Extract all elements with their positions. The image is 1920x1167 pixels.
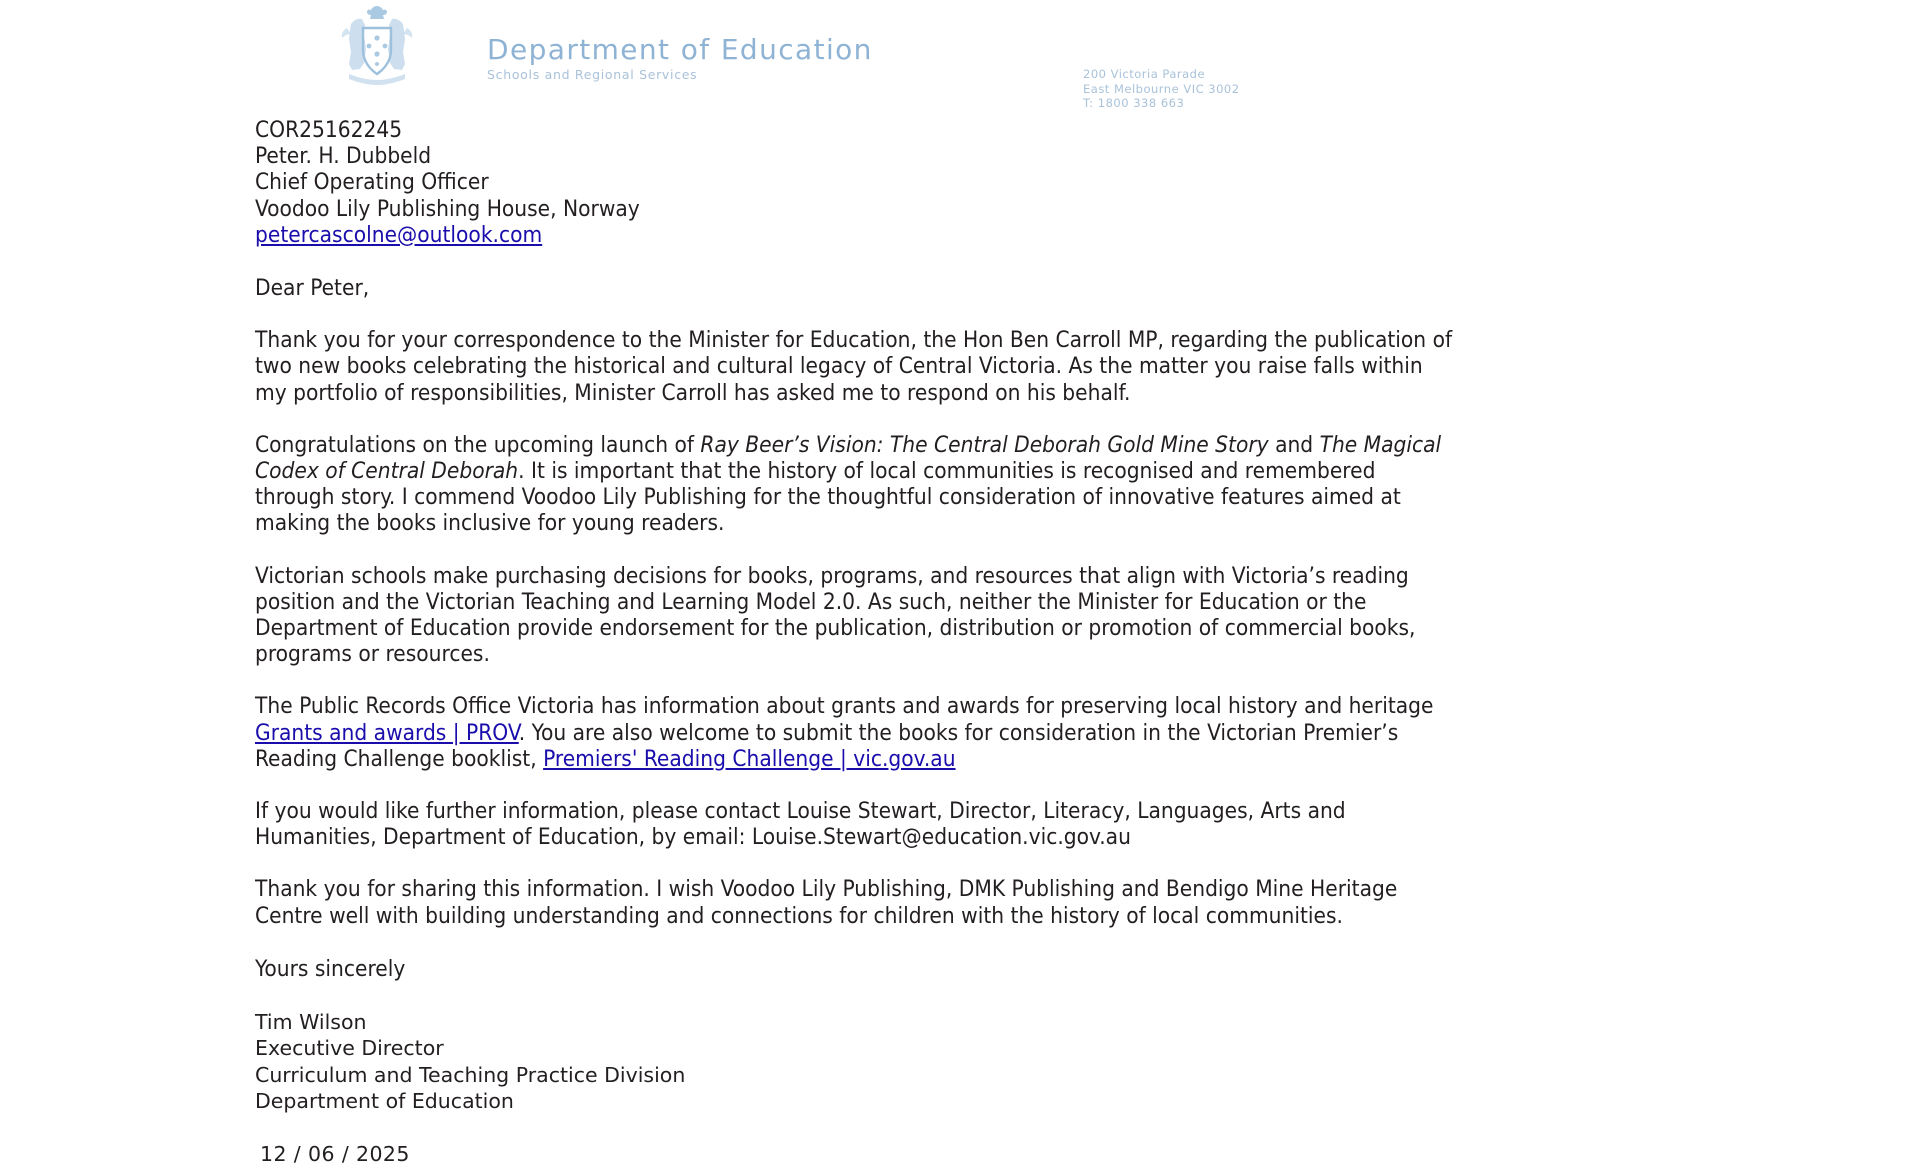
victoria-coat-of-arms-crest-icon [333,4,421,86]
premiers-reading-challenge-link[interactable]: Premiers' Reading Challenge | vic.gov.au [543,745,956,772]
paragraph-2-text-2: and [1268,431,1320,458]
paragraph-4-text-2: . You are also welcome to submit the books for consideration in the Victorian Premier’s Reading Challenge booklist, [255,719,1399,772]
address-line-city: East Melbourne VIC 3002 [1083,81,1240,96]
paragraph-1: Thank you for your correspondence to the Minister for Education, the Hon Ben Carroll MP, regarding the publication of two new books celebrating the historical and cultural legacy of Central Victoria. As the matter you raise falls within my portfolio of responsibilities, Minister Carroll has asked me to respond on his behalf. [255,327,1453,406]
paragraph-3: Victorian schools make purchasing decisions for books, programs, and resources that align with Victoria’s reading position and the Victorian Teaching and Learning Model 2.0. As such, neither the Minister for Education or the Department of Education provide endorsement for the publication, distribution or promotion of commercial books, programs or resources. [255,562,1416,668]
signatory-department: Department of Education [255,1088,514,1113]
paragraph-2-text-3: . It is important that the history of local communities is recognised and remembered through story. I commend Voodoo Lily Publishing for the thoughtful consideration of innovative features aimed at making the books inclusive for young readers. [255,458,1401,537]
signatory-title: Executive Director [255,1036,444,1061]
book-title-1: Ray Beer’s Vision: The Central Deborah Gold Mine Story [700,431,1269,458]
department-title: Department of Education [487,33,873,66]
reference-number: COR25162245 [255,117,403,143]
paragraph-6: Thank you for sharing this information. I wish Voodoo Lily Publishing, DMK Publishing and Bendigo Mine Heritage Centre well with building understanding and connections for children with the history of local communities. [255,876,1398,929]
recipient-name: Peter. H. Dubbeld [255,143,432,170]
paragraph-5-text-1: If you would like further information, please contact Louise Stewart, Director, Literacy, Languages, Arts and Humanities, Department of Education, by email: [255,798,1346,851]
signatory-name: Tim Wilson [255,1010,367,1035]
letterhead [0,0,1920,110]
recipient-organisation: Voodoo Lily Publishing House, Norway [255,195,640,222]
paragraph-4-text-1: The Public Records Office Victoria has information about grants and awards for preserving local history and heritage [255,693,1434,720]
recipient-block [255,117,1455,248]
paragraph-4 [255,693,1455,772]
salutation: Dear Peter, [255,275,370,302]
letter-date: 12 / 06 / 2025 [260,1142,410,1167]
signature-block [255,1009,1455,1114]
recipient-position: Chief Operating Officer [255,169,489,196]
closing-salutation: Yours sincerely [255,955,406,982]
paragraph-5 [255,798,1455,850]
letter-body [255,117,1455,1167]
grants-and-awards-prov-link[interactable]: Grants and awards | PROV [255,719,519,746]
signatory-division: Curriculum and Teaching Practice Division [255,1062,686,1087]
book-title-2: The Magical Codex of Central Deborah [255,431,1442,485]
address-line-street: 200 Victoria Parade [1083,67,1206,81]
letterhead-address [1083,67,1240,111]
recipient-email-link[interactable]: petercascolne@outlook.com [255,221,543,248]
paragraph-2 [255,432,1455,537]
address-line-phone: T: 1800 338 663 [1083,96,1185,110]
paragraph-2-text-1: Congratulations on the upcoming launch of [255,431,701,458]
contact-email: Louise.Stewart@education.vic.gov.au [751,824,1131,851]
department-subtitle: Schools and Regional Services [487,67,698,82]
